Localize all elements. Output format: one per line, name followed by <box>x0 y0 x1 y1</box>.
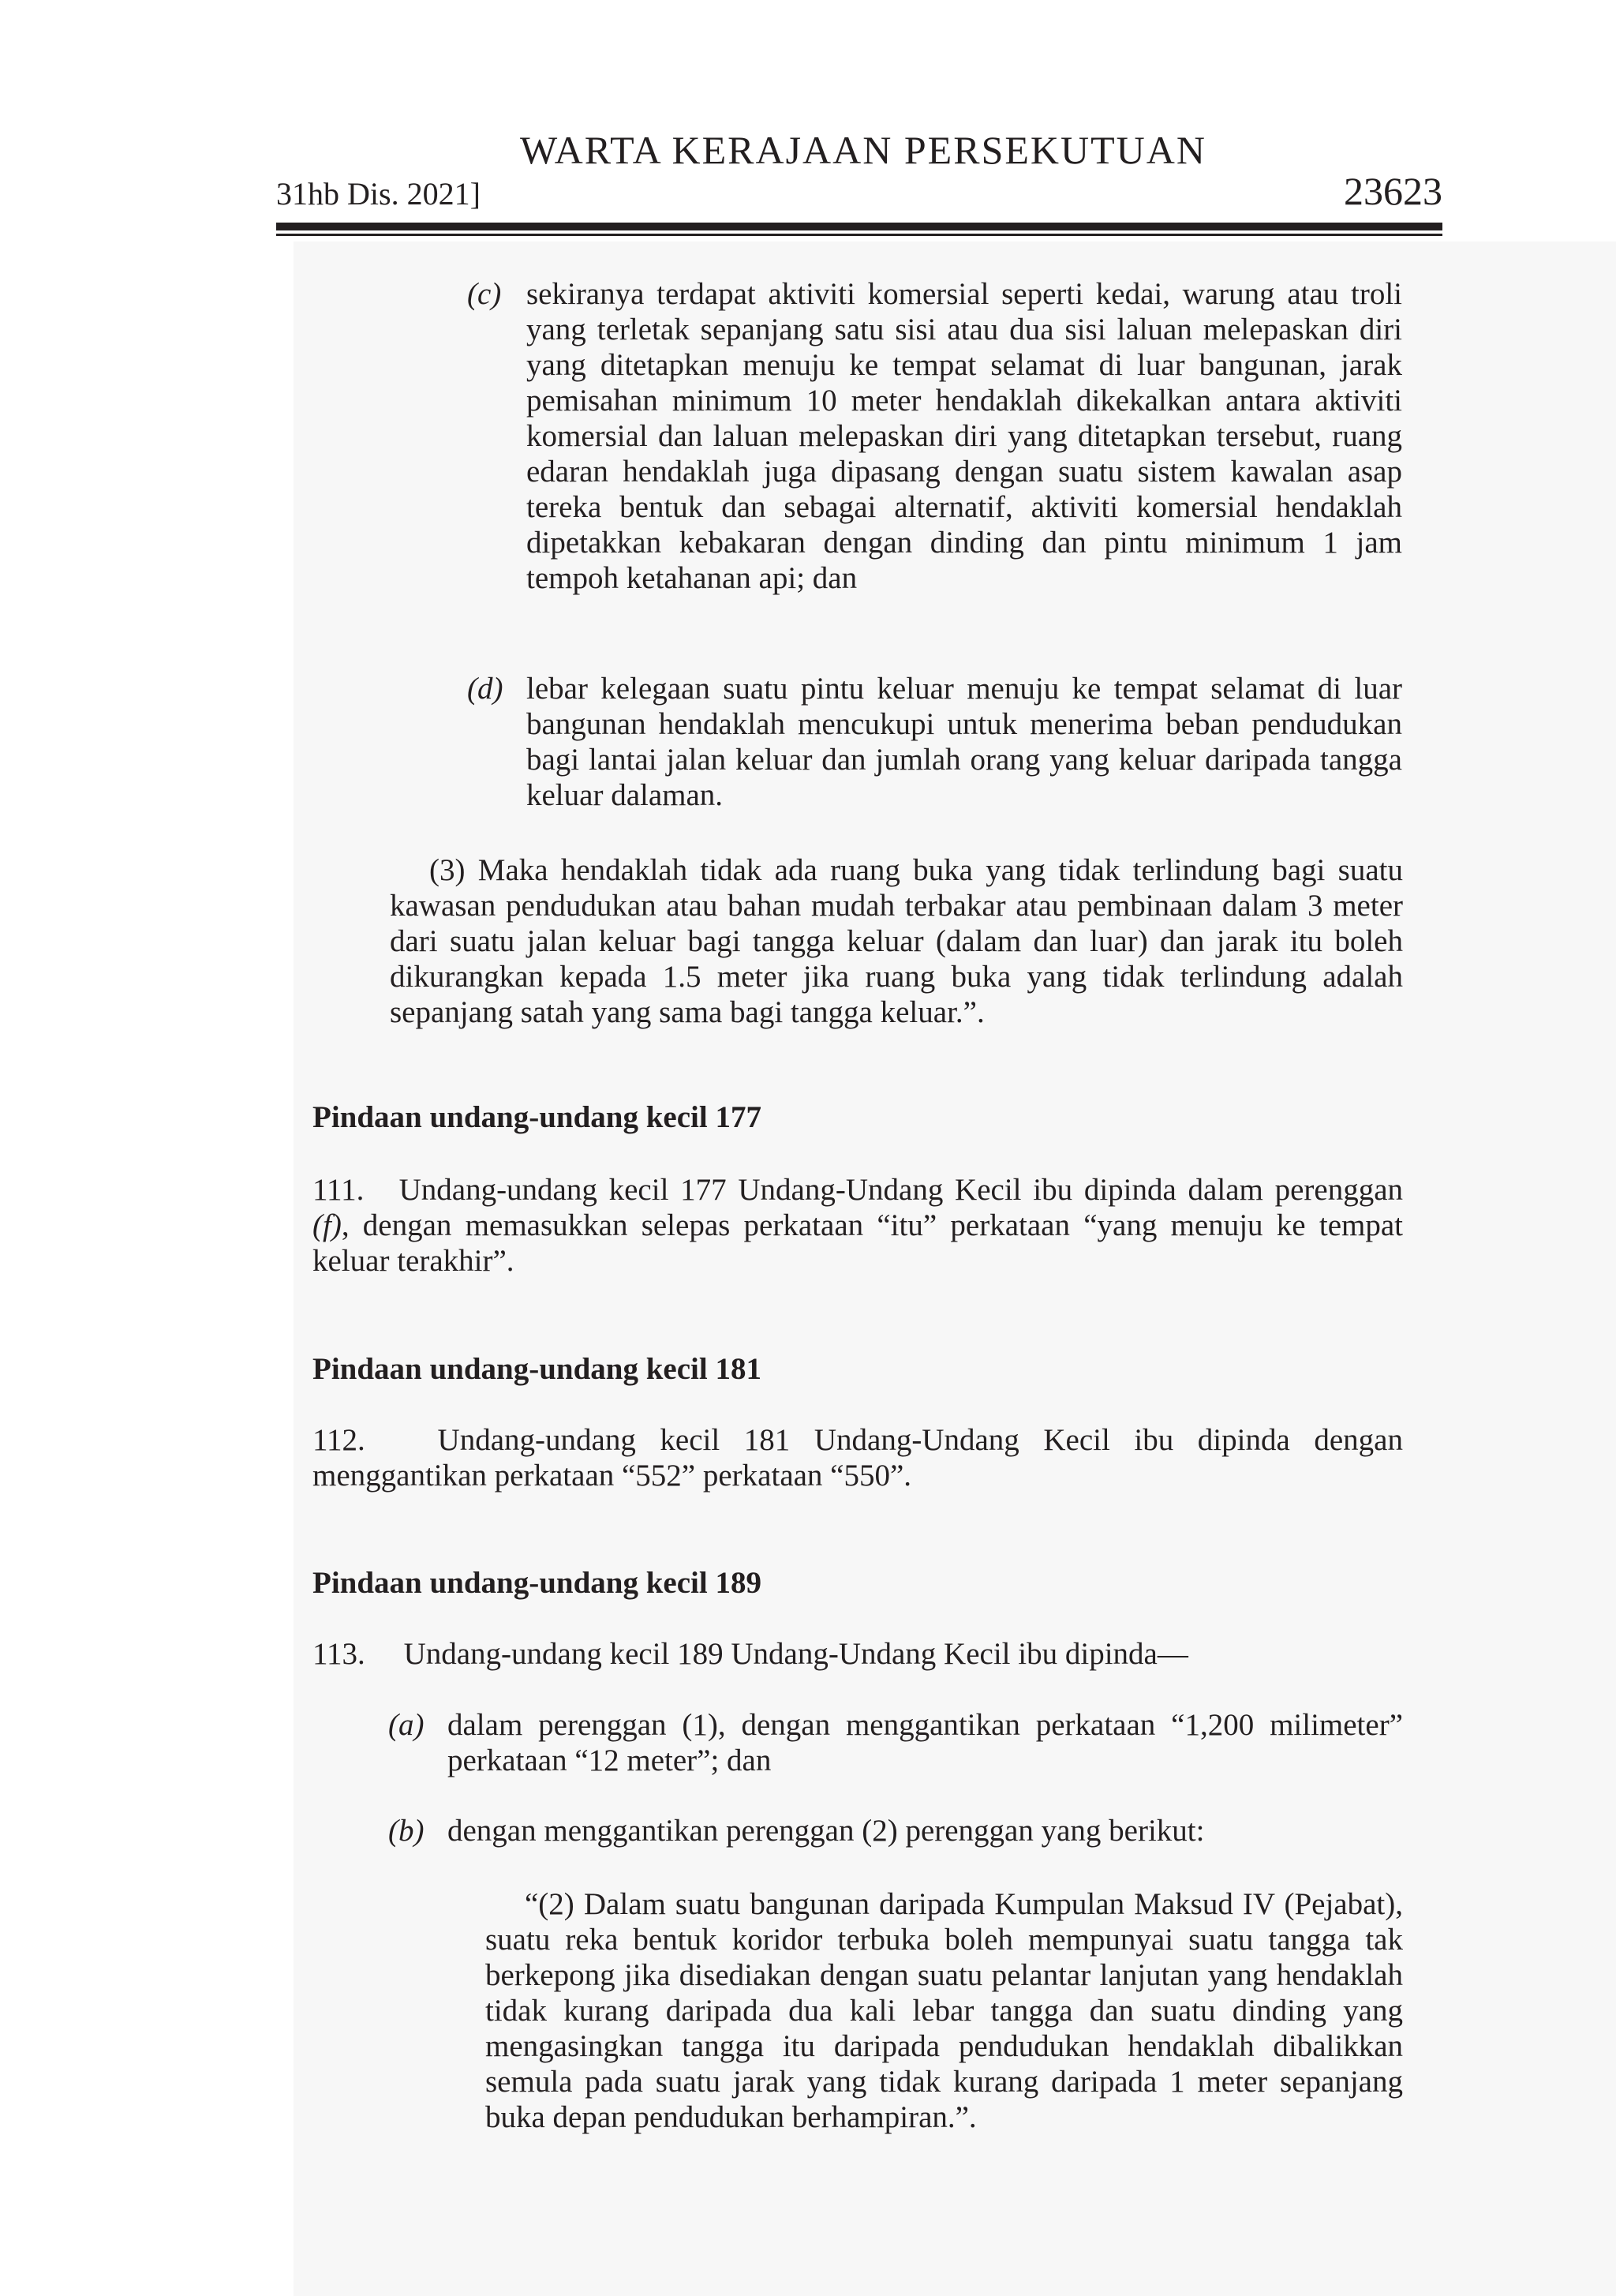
header-rule-thin <box>276 234 1442 236</box>
header-rule-thick <box>276 223 1442 230</box>
para-c-text: sekiranya terdapat aktiviti komersial seperti kedai, warung atau troli yang terletak sepanjang satu sisi atau dua sisi laluan melepaskan diri yang ditetapkan menuju ke tempat selamat di luar bangunan, jarak pemisahan minimum 10 meter hendaklah dikekalkan antara aktiviti komersial dan laluan melepaskan diri yang ditetapkan tersebut, ruang edaran hendaklah juga dipasang dengan suatu sistem kawalan asap tereka bentuk dan sebagai alternatif, aktiviti komersial hendaklah dipetakkan kebakaran dengan dinding dan pintu minimum 1 jam tempoh ketahanan api; dan <box>526 277 1402 595</box>
section-111-body-2: , dengan memasukkan selepas perkataan “itu” perkataan “yang menuju ke tempat keluar terakhir”. <box>312 1208 1403 1278</box>
issue-date: 31hb Dis. 2021] <box>276 176 481 212</box>
subpara-3-text: (3) Maka hendaklah tidak ada ruang buka yang tidak terlindung bagi suatu kawasan pendudukan atau bahan mudah terbakar atau pembinaan dalam 3 meter dari suatu jalan keluar bagi tangga keluar (dalam dan luar) dan jarak itu boleh dikurangkan kepada 1.5 meter jika ruang buka yang tidak terlindung adalah sepanjang satah yang sama bagi tangga keluar.”. <box>390 853 1403 1029</box>
para-d-label: (d) <box>467 672 503 706</box>
section-112-body: Undang-undang kecil 181 Undang-Undang Kecil ibu dipinda dengan menggantikan perkataan “552” perkataan “550”. <box>312 1423 1403 1493</box>
section-111-body-1: Undang-undang kecil 177 Undang-Undang Kecil ibu dipinda dalam perenggan <box>398 1173 1404 1207</box>
section-112-heading: Pindaan undang-undang kecil 181 <box>312 1352 761 1386</box>
section-111-paragraph-ref: (f) <box>312 1208 342 1242</box>
section-111-text <box>312 1172 1403 1279</box>
quoted-replacement-paragraph: “(2) Dalam suatu bangunan daripada Kumpulan Maksud IV (Pejabat), suatu reka bentuk koridor terbuka boleh mempunyai suatu tangga tak berkepong jika disediakan dengan suatu pelantar lanjutan yang hendaklah tidak kurang daripada dua kali lebar tangga dan suatu dinding yang mengasingkan tangga itu daripada pendudukan hendaklah dibalikkan semula pada suatu jarak yang tidak kurang daripada 1 meter sepanjang buka depan pendudukan berhampiran.”. <box>485 1887 1403 2134</box>
section-112-number: 112. <box>312 1423 365 1457</box>
item-a-text: dalam perenggan (1), dengan menggantikan perkataan “1,200 milimeter” perkataan “12 meter”; dan <box>447 1708 1403 1777</box>
section-113-number: 113. <box>312 1637 365 1671</box>
para-c-label: (c) <box>467 277 502 311</box>
section-112-text <box>312 1422 1403 1493</box>
para-d-text: lebar kelegaan suatu pintu keluar menuju ke tempat selamat di luar bangunan hendaklah mencukupi untuk menerima beban pendudukan bagi lantai jalan keluar dan jumlah orang yang keluar daripada tangga keluar dalaman. <box>526 672 1402 812</box>
section-113-body: Undang-undang kecil 189 Undang-Undang Kecil ibu dipinda— <box>403 1637 1188 1671</box>
section-113-heading: Pindaan undang-undang kecil 189 <box>312 1566 761 1600</box>
gazette-title: WARTA KERAJAAN PERSEKUTUAN <box>519 128 1207 172</box>
section-113-text <box>312 1636 1403 1672</box>
section-111-number: 111. <box>312 1173 365 1207</box>
item-b-label: (b) <box>388 1814 425 1848</box>
page-number: 23623 <box>1344 169 1442 213</box>
item-a-label: (a) <box>388 1708 425 1742</box>
section-111-heading: Pindaan undang-undang kecil 177 <box>312 1100 761 1134</box>
item-b-text: dengan menggantikan perenggan (2) perenggan yang berikut: <box>447 1814 1205 1848</box>
